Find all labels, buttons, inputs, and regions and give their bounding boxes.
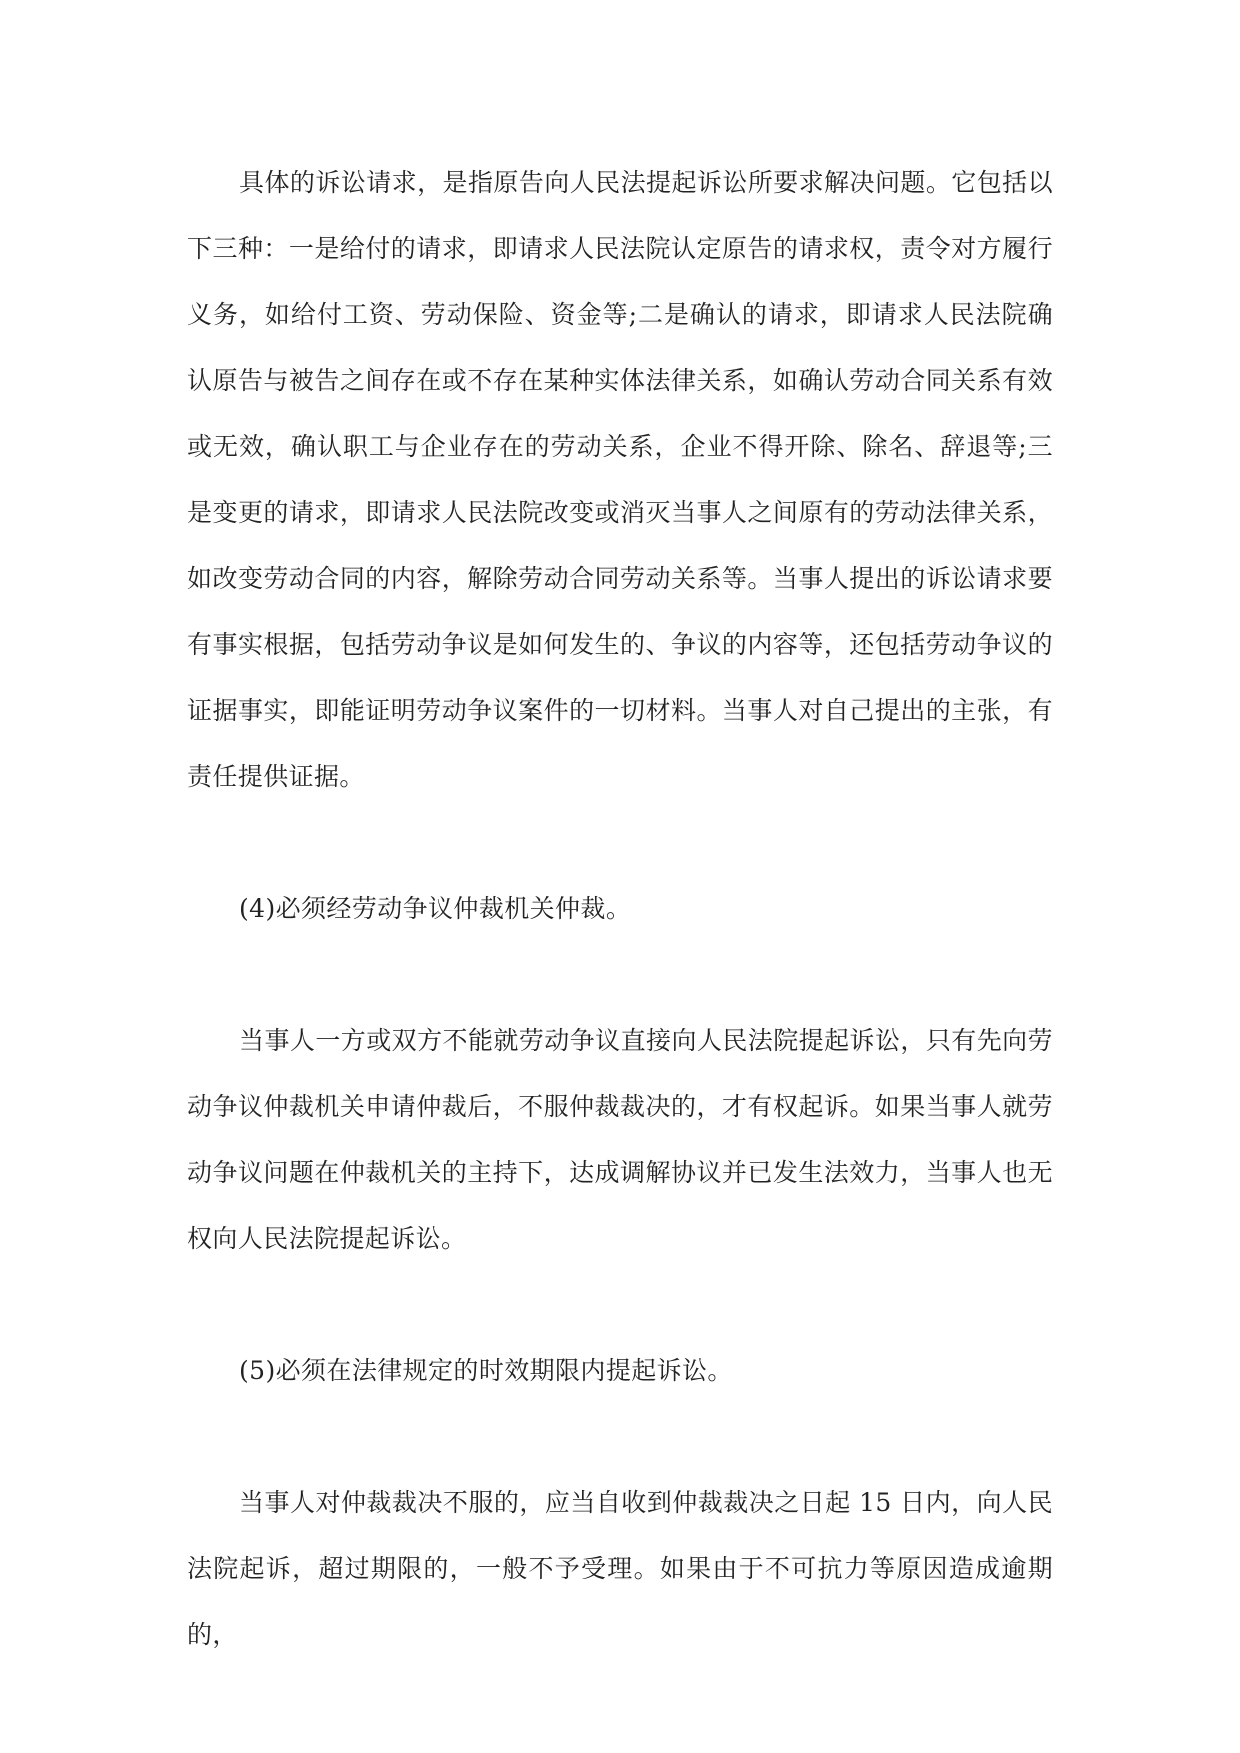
paragraph-spacer [187, 1272, 1053, 1338]
paragraph-spacer [187, 942, 1053, 1008]
paragraph-arbitration-precondition: 当事人一方或双方不能就劳动争议直接向人民法院提起诉讼，只有先向劳动争议仲裁机关申请仲裁后，不服仲裁裁决的，才有权起诉。如果当事人就劳动争议问题在仲裁机关的主持下，达成调解协议并已发生法效力，当事人也无权向人民法院提起诉讼。 [187, 1026, 1053, 1253]
document-body [187, 150, 1053, 1668]
paragraph-heading-arbitration: (4)必须经劳动争议仲裁机关仲裁。 [239, 894, 632, 923]
paragraph-spacer [187, 810, 1053, 876]
paragraph-litigation-request: 具体的诉讼请求，是指原告向人民法提起诉讼所要求解决问题。它包括以下三种：一是给付的请求，即请求人民法院认定原告的请求权，责令对方履行义务，如给付工资、劳动保险、资金等;二是确认的请求，即请求人民法院确认原告与被告之间存在或不存在某种实体法律关系，如确认劳动合同关系有效或无效，确认职工与企业存在的劳动关系，企业不得开除、除名、辞退等;三是变更的请求，即请求人民法院改变或消灭当事人之间原有的劳动法律关系，如改变劳动合同的内容，解除劳动合同劳动关系等。当事人提出的诉讼请求要有事实根据，包括劳动争议是如何发生的、争议的内容等，还包括劳动争议的证据事实，即能证明劳动争议案件的一切材料。当事人对自己提出的主张，有责任提供证据。 [187, 168, 1053, 791]
paragraph-time-limit-detail: 当事人对仲裁裁决不服的，应当自收到仲裁裁决之日起 15 日内，向人民法院起诉，超过期限的，一般不予受理。如果由于不可抗力等原因造成逾期的， [187, 1488, 1053, 1649]
paragraph-spacer [187, 1404, 1053, 1470]
paragraph-heading-time-limit: (5)必须在法律规定的时效期限内提起诉讼。 [239, 1356, 733, 1385]
